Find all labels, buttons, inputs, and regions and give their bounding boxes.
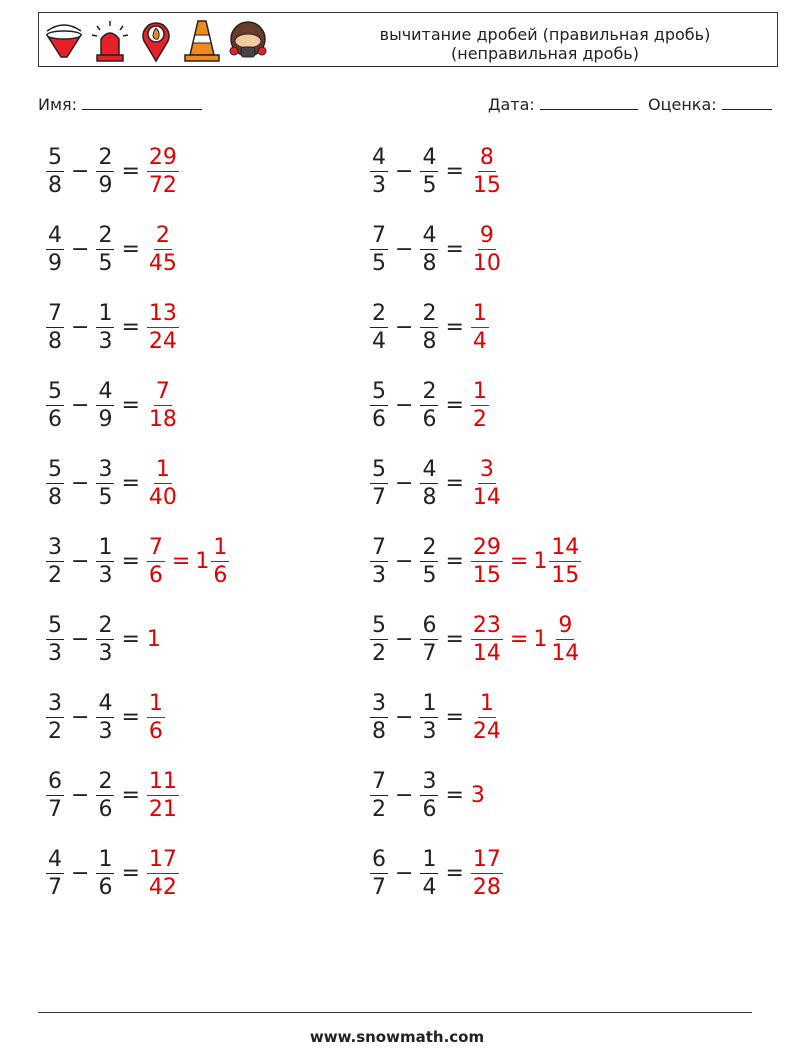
equals-sign: = (445, 705, 464, 730)
grade-label: Оценка: (648, 95, 717, 114)
minuend-fraction (46, 300, 64, 355)
numerator: 5 (372, 457, 386, 482)
mixed-fraction (549, 534, 581, 589)
minus-sign: − (395, 861, 414, 886)
numerator: 4 (98, 691, 113, 716)
subtrahend-fraction (420, 612, 438, 667)
minuend-fraction (370, 144, 388, 199)
denominator: 6 (372, 407, 386, 432)
answer (145, 627, 161, 652)
problem-item (44, 690, 167, 745)
minuend-fraction (46, 768, 64, 823)
numerator: 1 (472, 379, 487, 404)
numerator: 6 (48, 769, 62, 794)
numerator: 2 (155, 223, 170, 248)
answer (469, 456, 505, 511)
equals-sign: = (121, 393, 140, 418)
minus-sign: − (71, 783, 90, 808)
siren-icon (89, 17, 131, 63)
title-line-1: вычитание дробей (правильная дробь) (379, 25, 711, 44)
equals-sign: = (121, 549, 140, 574)
equals-sign: = (121, 705, 140, 730)
denominator: 5 (98, 251, 113, 276)
numerator: 7 (372, 223, 386, 248)
subtrahend-fraction (96, 222, 114, 277)
denominator: 28 (472, 875, 501, 900)
numerator: 1 (155, 457, 170, 482)
grade-field[interactable] (648, 95, 772, 114)
mixed-whole: 1 (533, 627, 548, 652)
numerator: 7 (372, 535, 386, 560)
problem-item (44, 378, 181, 433)
mixed-fraction (211, 534, 229, 589)
date-label: Дата: (488, 95, 535, 114)
answer-fraction (147, 456, 179, 511)
equals-sign: = (121, 315, 140, 340)
subtrahend-fraction (96, 690, 114, 745)
denominator: 5 (98, 485, 113, 510)
name-blank[interactable] (82, 95, 202, 110)
numerator: 3 (48, 691, 62, 716)
minuend-fraction (370, 768, 388, 823)
answer-fraction (147, 534, 165, 589)
denominator: 8 (372, 719, 386, 744)
denominator: 14 (472, 641, 501, 666)
minus-sign: − (395, 549, 414, 574)
denominator: 15 (551, 563, 580, 588)
denominator: 4 (372, 329, 386, 354)
numerator: 1 (422, 691, 437, 716)
answer-fraction (147, 768, 179, 823)
numerator: 2 (98, 769, 113, 794)
answer-fraction (147, 222, 179, 277)
numerator: 4 (48, 223, 62, 248)
numerator: 2 (422, 301, 437, 326)
numerator: 13 (148, 301, 177, 326)
numerator: 1 (98, 301, 113, 326)
denominator: 8 (48, 485, 62, 510)
denominator: 3 (422, 719, 437, 744)
numerator: 1 (479, 691, 494, 716)
answer-fraction (147, 846, 179, 901)
numerator: 29 (148, 145, 177, 170)
answer (469, 612, 583, 667)
date-blank[interactable] (540, 95, 638, 110)
name-label: Имя: (38, 95, 78, 114)
numerator: 2 (422, 379, 437, 404)
problem-item (44, 144, 181, 199)
denominator: 4 (472, 329, 487, 354)
denominator: 9 (98, 173, 113, 198)
minus-sign: − (395, 705, 414, 730)
subtrahend-fraction (96, 144, 114, 199)
answer (145, 690, 167, 745)
denominator: 10 (472, 251, 501, 276)
fire-location-pin-icon (135, 17, 177, 63)
minus-sign: − (71, 549, 90, 574)
answer-equals-sign: = (509, 627, 529, 652)
numerator: 4 (372, 145, 386, 170)
denominator: 14 (551, 641, 580, 666)
subtrahend-fraction (96, 768, 114, 823)
numerator: 7 (148, 535, 163, 560)
problem-item (368, 222, 505, 277)
minuend-fraction (370, 378, 388, 433)
answer-fraction (471, 534, 503, 589)
answer (469, 144, 505, 199)
numerator: 2 (422, 535, 437, 560)
numerator: 1 (422, 847, 437, 872)
minuend-fraction (370, 690, 388, 745)
answer (469, 690, 505, 745)
minuend-fraction (46, 612, 64, 667)
denominator: 2 (372, 797, 386, 822)
minus-sign: − (71, 471, 90, 496)
problem-item (368, 768, 485, 823)
date-field[interactable] (488, 95, 638, 114)
numerator: 5 (372, 379, 386, 404)
equals-sign: = (445, 627, 464, 652)
minuend-fraction (46, 378, 64, 433)
minus-sign: − (395, 159, 414, 184)
problem-item (368, 846, 505, 901)
answer-fraction (147, 144, 179, 199)
numerator: 1 (148, 691, 163, 716)
minus-sign: − (71, 627, 90, 652)
minus-sign: − (71, 237, 90, 262)
minuend-fraction (370, 300, 388, 355)
numerator: 14 (551, 535, 580, 560)
denominator: 7 (48, 875, 62, 900)
denominator: 5 (422, 173, 437, 198)
equals-sign: = (445, 315, 464, 340)
answer (145, 768, 181, 823)
header-icons (43, 17, 269, 63)
numerator: 7 (155, 379, 170, 404)
footer-divider (38, 1012, 752, 1013)
answer (469, 378, 491, 433)
denominator: 8 (48, 173, 62, 198)
problem-item (368, 378, 491, 433)
denominator: 6 (98, 797, 113, 822)
problem-item (44, 612, 161, 667)
denominator: 7 (48, 797, 62, 822)
minuend-fraction (370, 534, 388, 589)
denominator: 18 (148, 407, 177, 432)
numerator: 1 (98, 535, 113, 560)
numerator: 5 (48, 613, 62, 638)
equals-sign: = (121, 471, 140, 496)
numerator: 5 (48, 457, 62, 482)
numerator: 1 (98, 847, 113, 872)
answer-fraction (147, 300, 179, 355)
numerator: 6 (372, 847, 386, 872)
gas-mask-icon (227, 17, 269, 63)
subtrahend-fraction (96, 612, 114, 667)
equals-sign: = (121, 237, 140, 262)
equals-sign: = (121, 159, 140, 184)
denominator: 45 (148, 251, 177, 276)
equals-sign: = (121, 861, 140, 886)
numerator: 2 (98, 613, 113, 638)
footer-url: www.snowmath.com (309, 1028, 485, 1046)
answer (469, 534, 583, 589)
answer-fraction (471, 378, 489, 433)
answer (469, 846, 505, 901)
denominator: 6 (422, 797, 437, 822)
numerator: 3 (48, 535, 62, 560)
denominator: 5 (422, 563, 437, 588)
subtrahend-fraction (96, 378, 114, 433)
denominator: 42 (148, 875, 177, 900)
answer-fraction (471, 300, 489, 355)
numerator: 6 (422, 613, 437, 638)
minuend-fraction (370, 456, 388, 511)
subtrahend-fraction (420, 378, 438, 433)
numerator: 3 (372, 691, 386, 716)
numerator: 7 (48, 301, 62, 326)
worksheet-header (38, 12, 778, 67)
numerator: 11 (148, 769, 177, 794)
numerator: 2 (372, 301, 386, 326)
denominator: 3 (372, 173, 386, 198)
problem-item (44, 846, 181, 901)
minuend-fraction (46, 456, 64, 511)
numerator: 4 (422, 223, 437, 248)
denominator: 8 (48, 329, 62, 354)
answer-fraction (147, 378, 179, 433)
numerator: 29 (472, 535, 501, 560)
answer (145, 456, 181, 511)
denominator: 5 (372, 251, 386, 276)
denominator: 2 (48, 719, 62, 744)
subtrahend-fraction (420, 144, 438, 199)
numerator: 8 (479, 145, 494, 170)
answer-fraction (471, 456, 503, 511)
minuend-fraction (46, 222, 64, 277)
numerator: 17 (472, 847, 501, 872)
minuend-fraction (46, 690, 64, 745)
subtrahend-fraction (96, 300, 114, 355)
minus-sign: − (395, 783, 414, 808)
equals-sign: = (445, 549, 464, 574)
equals-sign: = (445, 393, 464, 418)
answer (145, 534, 231, 589)
answer (145, 144, 181, 199)
subtrahend-fraction (420, 534, 438, 589)
subtrahend-fraction (420, 300, 438, 355)
denominator: 15 (472, 563, 501, 588)
minus-sign: − (395, 315, 414, 340)
denominator: 8 (422, 329, 437, 354)
numerator: 5 (372, 613, 386, 638)
problem-item (44, 768, 181, 823)
problem-item (44, 534, 231, 589)
minuend-fraction (46, 144, 64, 199)
minus-sign: − (395, 237, 414, 262)
answer-fraction (471, 222, 503, 277)
numerator: 3 (422, 769, 437, 794)
answer (145, 222, 181, 277)
minus-sign: − (71, 315, 90, 340)
equals-sign: = (445, 471, 464, 496)
subtrahend-fraction (420, 690, 438, 745)
problem-item (44, 456, 181, 511)
problem-item (368, 534, 583, 589)
denominator: 4 (422, 875, 437, 900)
denominator: 24 (472, 719, 501, 744)
equals-sign: = (445, 159, 464, 184)
subtrahend-fraction (96, 534, 114, 589)
answer-fraction (471, 690, 503, 745)
mixed-fraction (549, 612, 581, 667)
numerator: 5 (48, 145, 62, 170)
bucket-icon (43, 17, 85, 63)
denominator: 3 (98, 329, 113, 354)
denominator: 8 (422, 251, 437, 276)
numerator: 3 (479, 457, 494, 482)
denominator: 2 (472, 407, 487, 432)
problem-item (44, 222, 181, 277)
numerator: 9 (479, 223, 494, 248)
answer-equals-sign: = (171, 549, 191, 574)
subtrahend-fraction (96, 456, 114, 511)
equals-sign: = (445, 783, 464, 808)
traffic-cone-icon (181, 17, 223, 63)
equals-sign: = (121, 627, 140, 652)
denominator: 9 (48, 251, 62, 276)
answer (145, 846, 181, 901)
denominator: 9 (98, 407, 113, 432)
minuend-fraction (46, 846, 64, 901)
numerator: 1 (213, 535, 228, 560)
numerator: 2 (98, 223, 113, 248)
equals-sign: = (445, 237, 464, 262)
minus-sign: − (71, 393, 90, 418)
answer-fraction (147, 690, 165, 745)
answer (469, 222, 505, 277)
denominator: 6 (213, 563, 228, 588)
denominator: 72 (148, 173, 177, 198)
minuend-fraction (370, 846, 388, 901)
minuend-fraction (370, 222, 388, 277)
denominator: 3 (98, 641, 113, 666)
answer (469, 783, 485, 808)
answer-fraction (471, 846, 503, 901)
subtrahend-fraction (420, 768, 438, 823)
equals-sign: = (445, 861, 464, 886)
problem-item (368, 300, 491, 355)
problem-item (368, 690, 505, 745)
grade-blank[interactable] (722, 95, 772, 110)
minuend-fraction (46, 534, 64, 589)
minus-sign: − (395, 393, 414, 418)
answer (145, 378, 181, 433)
denominator: 40 (148, 485, 177, 510)
mixed-whole: 1 (533, 549, 548, 574)
denominator: 6 (48, 407, 62, 432)
denominator: 14 (472, 485, 501, 510)
numerator: 3 (98, 457, 113, 482)
minus-sign: − (395, 471, 414, 496)
answer-whole: 1 (146, 627, 161, 652)
answer-fraction (471, 144, 503, 199)
problem-item (368, 144, 505, 199)
numerator: 4 (422, 457, 437, 482)
denominator: 2 (48, 563, 62, 588)
numerator: 1 (472, 301, 487, 326)
worksheet-title (335, 25, 755, 63)
numerator: 4 (48, 847, 62, 872)
answer (145, 300, 181, 355)
denominator: 7 (422, 641, 437, 666)
numerator: 23 (472, 613, 501, 638)
problem-item (368, 612, 583, 667)
subtrahend-fraction (96, 846, 114, 901)
numerator: 5 (48, 379, 62, 404)
numerator: 4 (98, 379, 113, 404)
minus-sign: − (71, 861, 90, 886)
denominator: 15 (472, 173, 501, 198)
numerator: 17 (148, 847, 177, 872)
denominator: 8 (422, 485, 437, 510)
denominator: 6 (422, 407, 437, 432)
subtrahend-fraction (420, 846, 438, 901)
subtrahend-fraction (420, 456, 438, 511)
equals-sign: = (121, 783, 140, 808)
minus-sign: − (71, 705, 90, 730)
denominator: 3 (98, 563, 113, 588)
numerator: 7 (372, 769, 386, 794)
denominator: 2 (372, 641, 386, 666)
name-field[interactable] (38, 95, 202, 114)
denominator: 7 (372, 485, 386, 510)
denominator: 3 (98, 719, 113, 744)
answer-whole: 3 (470, 783, 485, 808)
answer (469, 300, 491, 355)
subtrahend-fraction (420, 222, 438, 277)
denominator: 3 (48, 641, 62, 666)
numerator: 4 (422, 145, 437, 170)
denominator: 24 (148, 329, 177, 354)
answer-equals-sign: = (509, 549, 529, 574)
minus-sign: − (71, 159, 90, 184)
denominator: 6 (98, 875, 113, 900)
numerator: 9 (558, 613, 573, 638)
minuend-fraction (370, 612, 388, 667)
problem-item (368, 456, 505, 511)
denominator: 7 (372, 875, 386, 900)
denominator: 6 (148, 563, 163, 588)
numerator: 2 (98, 145, 113, 170)
denominator: 3 (372, 563, 386, 588)
mixed-whole: 1 (195, 549, 210, 574)
minus-sign: − (395, 627, 414, 652)
denominator: 6 (148, 719, 163, 744)
denominator: 21 (148, 797, 177, 822)
title-line-2: (неправильная дробь) (451, 44, 639, 63)
problem-item (44, 300, 181, 355)
answer-fraction (471, 612, 503, 667)
